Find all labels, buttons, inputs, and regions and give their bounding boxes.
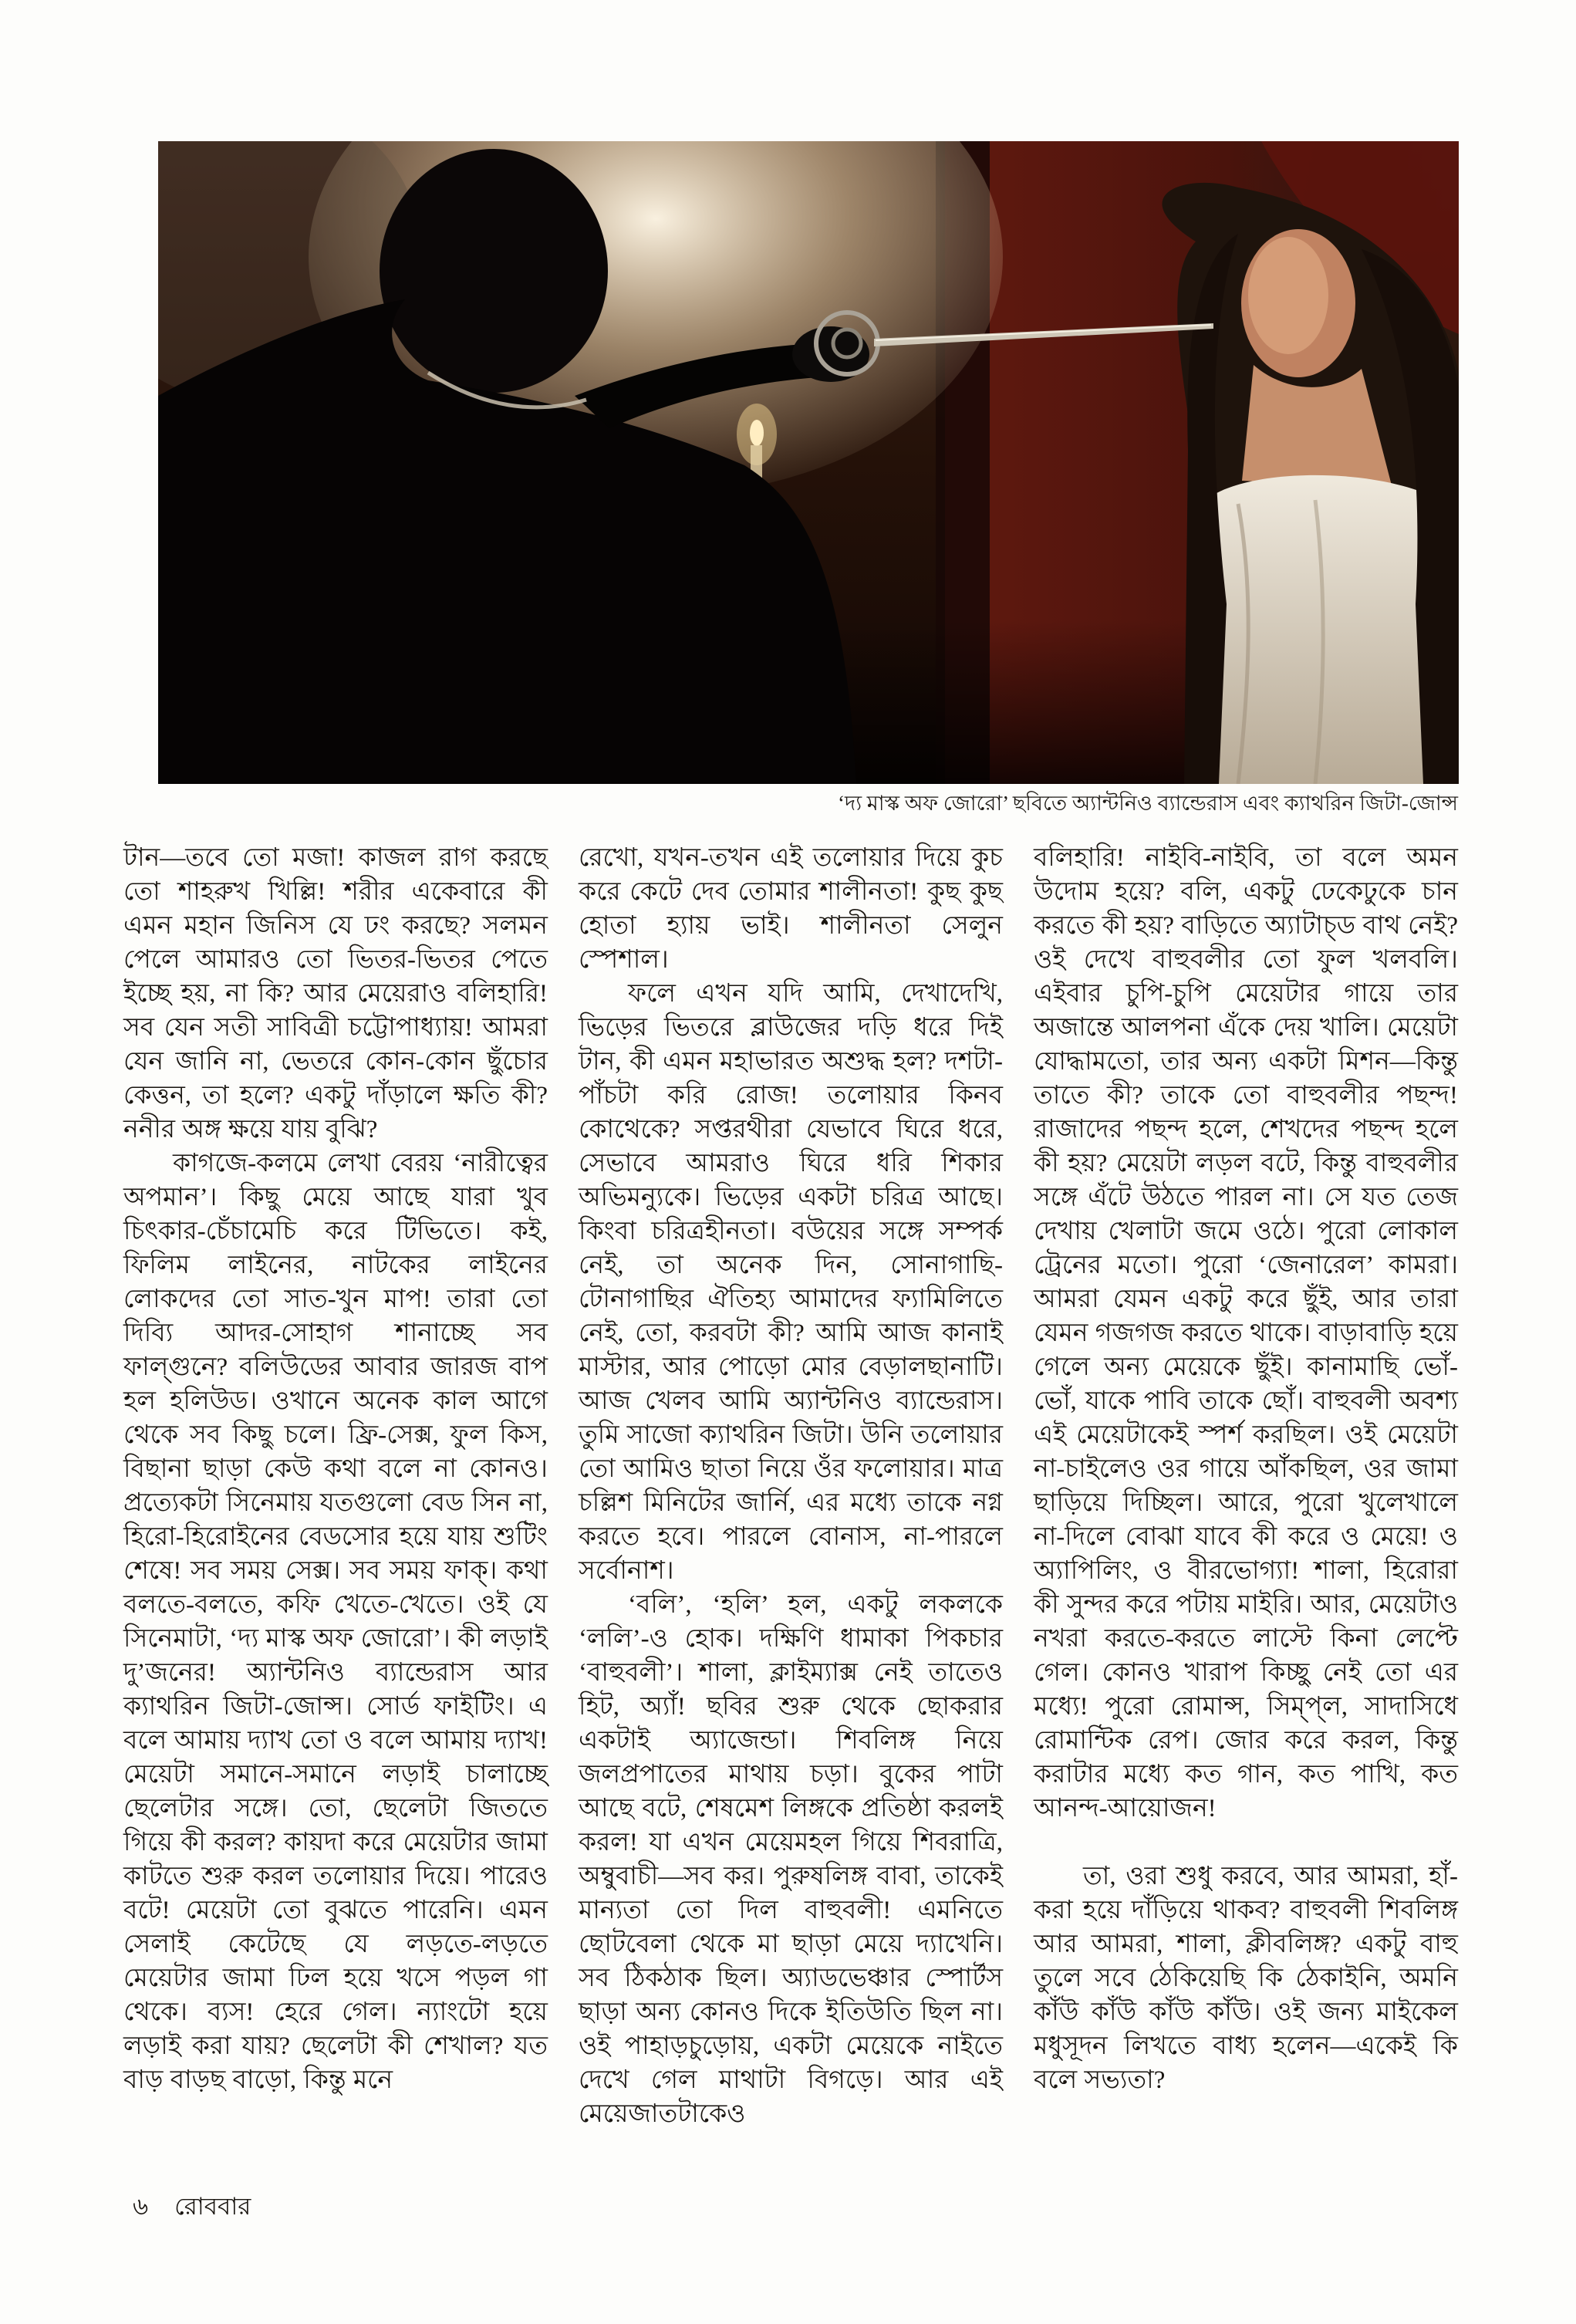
- article-body: [123, 841, 1458, 2131]
- publication-name: রোববার: [174, 2193, 251, 2220]
- paragraph: টান—তবে তো মজা! কাজল রাগ করছে তো শাহরুখ খিল্লি! শরীর একেবারে কী এমন মহান জিনিস যে ঢং করছে? সলমন পেলে আমারও তো ভিতর-ভিতর পেতে ইচ্ছে হয়, না কি? আর মেয়েরাও বলিহারি! সব যেন সতী সাবিত্রী চট্টোপাধ্যায়! আমরা যেন জানি না, ভেতরে কোন-কোন ছুঁচোর কেত্তন, তা হলে? একটু দাঁড়ালে ক্ষতি কী? ননীর অঙ্গ ক্ষয়ে যায় বুঝি?: [123, 844, 548, 1143]
- paragraph: বলিহারি! নাইবি-নাইবি, তা বলে অমন উদোম হয়ে? বলি, একটু ঢেকেঢুকে চান করতে কী হয়? বাড়িতে অ্যাটাচ্‌ড বাথ নেই? ওই দেখে বাহুবলীর তো ফুল খলবলি। এইবার চুপি-চুপি মেয়েটার গায়ে তার অজান্তে আলপনা এঁকে দেয় খালি। মেয়েটা যোদ্ধামতো, তার অন্য একটা মিশন—কিন্তু তাতে কী? তাকে তো বাহুবলীর পছন্দ! রাজাদের পছন্দ হলে, শেখদের পছন্দ হলে কী হয়? মেয়েটা লড়ল বটে, কিন্তু বাহুবলীর সঙ্গে এঁটে উঠতে পারল না। সে যত তেজ দেখায় খেলাটা জমে ওঠে। পুরো লোকাল ট্রেনের মতো। পুরো ‘জেনারেল’ কামরা। আমরা যেমন একটু করে ছুঁই, আর তারা যেমন গজগজ করতে থাকে। বাড়াবাড়ি হয়ে গেলে অন্য মেয়েকে ছুঁই। কানামাছি ভোঁ-ভোঁ, যাকে পাবি তাকে ছোঁ। বাহুবলী অবশ্য এই মেয়েটাকেই স্পর্শ করছিল। ওই মেয়েটা না-চাইলেও ওর গায়ে আঁকছিল, ওর জামা ছাড়িয়ে দিচ্ছিল। আরে, পুরো খুলেখালে না-দিলে বোঝা যাবে কী করে ও মেয়ে! ও অ্যাপিলিং, ও বীরভোগ্যা! শালা, হিরোরা কী সুন্দর করে পটায় মাইরি। আর, মেয়েটাও নখরা করতে-করতে লাস্টে কিনা লেপ্টে গেল। কোনও খারাপ কিচ্ছু নেই তো এর মধ্যে! পুরো রোমান্স, সিম্প্‌ল, সাদাসিধে রোমান্টিক রেপ। জোর করে করল, কিন্তু করাটার মধ্যে কত গান, কত পাখি, কত আনন্দ-আয়োজন!: [1034, 844, 1458, 1822]
- page-footer: [133, 2188, 251, 2228]
- photo-caption: ‘দ্য মাস্ক অফ জোরো’ ছবিতে অ্যান্টনিও ব্যান্ডেরাস এবং ক্যাথরিন জিটা-জোন্স: [838, 792, 1458, 815]
- man-head: [380, 149, 608, 393]
- page-number: ৬: [133, 2193, 149, 2220]
- paragraph: ‘বলি’, ‘হলি’ হল, একটু লকলকে ‘ললি’-ও হোক। দক্ষিণি ধামাকা পিকচার ‘বাহুবলী’। শালা, ক্লাইম্যাক্স নেই তাতেও হিট, অ্যাঁ! ছবির শুরু থেকে ছোকরার একটাই অ্যাজেন্ডা। শিবলিঙ্গ নিয়ে জলপ্রপাতের মাথায় চড়া। বুকের পাটা আছে বটে, শেষমেশ লিঙ্গকে প্রতিষ্ঠা করলই করল! যা এখন মেয়েমহল গিয়ে শিবরাত্রি, অম্বুবাচী—সব কর। পুরুষলিঙ্গ বাবা, তাকেই মান্যতা তো দিল বাহুবলী! এমনিতে ছোটবেলা থেকে মা ছাড়া মেয়ে দ্যাখেনি। সব ঠিকঠাক ছিল। অ্যাডভেঞ্চার স্পোর্টস ছাড়া অন্য কোনও দিকে ইতিউতি ছিল না। ওই পাহাড়চুড়োয়, একটা মেয়েকে নাইতে দেখে গেল মাথাটা বিগড়ে। আর এই মেয়েজাতটাকেও: [579, 1591, 1003, 2128]
- paragraph: তা, ওরা শুধু করবে, আর আমরা, হাঁ-করা হয়ে দাঁড়িয়ে থাকব? বাহুবলী শিবলিঙ্গ আর আমরা, শালা, ক্লীবলিঙ্গ? একটু বাহু তুলে সবে ঠেকিয়েছি কি ঠেকাইনি, অমনি কাঁউ কাঁউ কাঁউ কাঁউ। ওই জন্য মাইকেল মধুসূদন লিখতে বাধ্য হলেন—একেই কি বলে সভ্যতা?: [1034, 1863, 1458, 2094]
- movie-still-photo: [158, 141, 1459, 784]
- paragraph: ফলে এখন যদি আমি, দেখাদেখি, ভিড়ের ভিতরে ব্লাউজের দড়ি ধরে দিই টান, কী এমন মহাভারত অশুদ্ধ হল? দশটা-পাঁচটা করি রোজ! তলোয়ার কিনব কোথেকে? সপ্তরথীরা যেভাবে ঘিরে ধরে, সেভাবে আমরাও ঘিরে ধরি শিকার অভিমন্যুকে। ভিড়ের একটা চরিত্র আছে। কিংবা চরিত্রহীনতা। বউয়ের সঙ্গে সম্পর্ক নেই, তা অনেক দিন, সোনাগাছি-টোনাগাছির ঐতিহ্য আমাদের ফ্যামিলিতে নেই, তো, করবটা কী? আমি আজ কানাই মাস্টার, আর পোড়ো মোর বেড়ালছানাটি। আজ খেলব আমি অ্যান্টনিও ব্যান্ডেরাস। তুমি সাজো ক্যাথরিন জিটা। উনি তলোয়ার তো আমিও ছাতা নিয়ে ওঁর ফলোয়ার। মাত্র চল্লিশ মিনিটের জার্নি, এর মধ্যে তাকে নগ্ন করতে হবে। পারলে বোনাস, না-পারলে সর্বোনাশ।: [579, 980, 1003, 1585]
- zorro-scene-illustration: [158, 141, 1459, 784]
- text-column-2: [579, 841, 1003, 2131]
- text-column-1: [123, 841, 548, 2131]
- paragraph: রেখো, যখন-তখন এই তলোয়ার দিয়ে কুচ করে কেটে দেব তোমার শালীনতা! কুছ কুছ হোতা হ্যায় ভাই। শালীনতা সেলুন স্পেশাল।: [579, 844, 1003, 974]
- text-column-3: [1034, 841, 1458, 2131]
- paragraph: কাগজে-কলমে লেখা বেরয় ‘নারীত্বের অপমান’। কিছু মেয়ে আছে যারা খুব চিৎকার-চেঁচামেচি করে টিভিতে। কই, ফিলিম লাইনের, নাটকের লাইনের লোকদের তো সাত-খুন মাপ! তারা তো দিব্যি আদর-সোহাগ শানাচ্ছে সব ফাল্গুনে? বলিউডের আবার জারজ বাপ হল হলিউড। ওখানে অনেক কাল আগে থেকে সব কিছু চলে। ফ্রি-সেক্স, ফুল কিস, বিছানা ছাড়া কেউ কথা বলে না কোনও। প্রত্যেকটা সিনেমায় যতগুলো বেড সিন না, হিরো-হিরোইনের বেডসোর হয়ে যায় শুটিং শেষে! সব সময় সেক্স। সব সময় ফাক্‌। কথা বলতে-বলতে, কফি খেতে-খেতে। ওই যে সিনেমাটা, ‘দ্য মাস্ক অফ জোরো’। কী লড়াই দু’জনের! অ্যান্টনিও ব্যান্ডেরাস আর ক্যাথরিন জিটা-জোন্স। সোর্ড ফাইটিং। এ বলে আমায় দ্যাখ তো ও বলে আমায় দ্যাখ! মেয়েটা সমানে-সমানে লড়াই চালাচ্ছে ছেলেটার সঙ্গে। তো, ছেলেটা জিততে গিয়ে কী করল? কায়দা করে মেয়েটার জামা কাটতে শুরু করল তলোয়ার দিয়ে। পারেও বটে! মেয়েটা তো বুঝতে পারেনি। এমন সেলাই কেটেছে যে লড়তে-লড়তে মেয়েটার জামা ঢিল হয়ে খসে পড়ল গা থেকে। ব্যস! হেরে গেল। ন্যাংটো হয়ে লড়াই করা যায়? ছেলেটা কী শেখাল? যত বাড় বাড়ছ বাড়ো, কিন্তু মনে: [123, 1150, 548, 2094]
